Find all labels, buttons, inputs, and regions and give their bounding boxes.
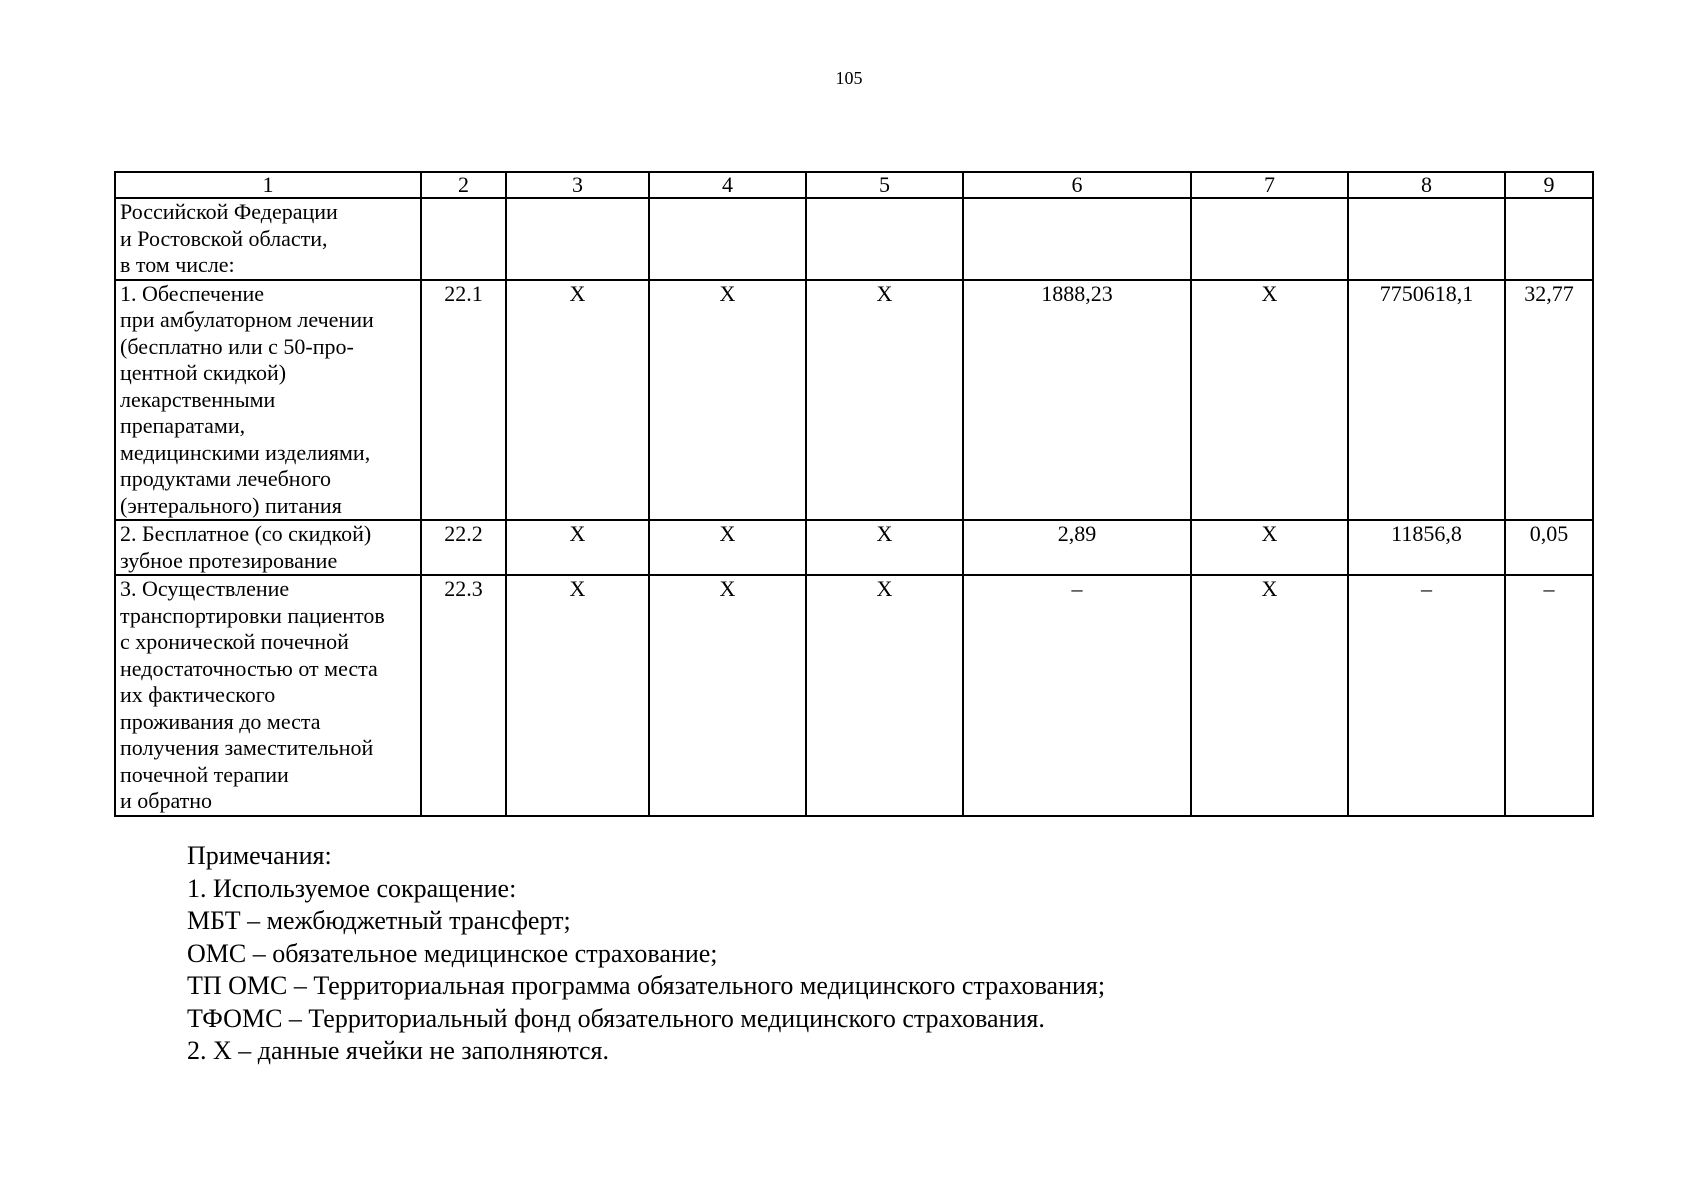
table-row xyxy=(115,198,1593,280)
table-cell xyxy=(1191,198,1348,280)
row-label: 3. Осуществление транспортировки пациентов с хронической почечной недостаточностью от места их фактического проживания до места получения заместительной почечной терапии и обратно xyxy=(115,575,421,816)
row-label: 1. Обеспечение при амбулаторном лечении (бесплатно или с 50-про- центной скидкой) лекарственными препаратами, медицинскими изделиями, продуктами лечебного (энтерального) питания xyxy=(115,280,421,521)
table-cell xyxy=(649,198,806,280)
note-line: ТФОМС – Территориальный фонд обязательного медицинского страхования. xyxy=(187,1003,1045,1033)
table-cell: 1888,23 xyxy=(963,280,1191,521)
row-code: 22.2 xyxy=(421,520,506,575)
table-row xyxy=(115,520,1593,575)
column-header: 4 xyxy=(649,172,806,198)
row-code xyxy=(421,198,506,280)
table-cell: Х xyxy=(1191,280,1348,521)
table-cell: Х xyxy=(1191,520,1348,575)
notes-section xyxy=(187,840,1567,1068)
data-table xyxy=(114,171,1594,817)
table-cell: 32,77 xyxy=(1505,280,1593,521)
note-line: ТП ОМС – Территориальная программа обязательного медицинского страхования; xyxy=(187,971,1106,1000)
table-cell: Х xyxy=(649,575,806,816)
table-row xyxy=(115,280,1593,521)
table-cell: 11856,8 xyxy=(1348,520,1505,575)
table-cell xyxy=(963,198,1191,280)
table-cell: Х xyxy=(506,280,649,521)
table-cell: Х xyxy=(806,575,963,816)
table-cell: Х xyxy=(506,520,649,575)
table-cell: Х xyxy=(1191,575,1348,816)
table-cell: Х xyxy=(506,575,649,816)
table-cell: Х xyxy=(806,520,963,575)
column-header: 5 xyxy=(806,172,963,198)
column-header: 7 xyxy=(1191,172,1348,198)
table-cell: 7750618,1 xyxy=(1348,280,1505,521)
row-label: 2. Бесплатное (со скидкой) зубное протезирование xyxy=(115,520,421,575)
table-cell: – xyxy=(1348,575,1505,816)
page-number: 105 xyxy=(835,68,863,88)
table-cell: 2,89 xyxy=(963,520,1191,575)
table-cell xyxy=(1348,198,1505,280)
column-header: 6 xyxy=(963,172,1191,198)
row-code: 22.1 xyxy=(421,280,506,521)
column-header: 9 xyxy=(1505,172,1593,198)
table-cell: Х xyxy=(649,280,806,521)
table-cell: Х xyxy=(649,520,806,575)
column-header: 1 xyxy=(115,172,421,198)
table-cell: – xyxy=(1505,575,1593,816)
table-row xyxy=(115,575,1593,816)
note-line: 2. Х – данные ячейки не заполняются. xyxy=(187,1036,610,1065)
table-cell: 0,05 xyxy=(1505,520,1593,575)
note-line: МБТ – межбюджетный трансферт; xyxy=(187,906,571,935)
table-cell: Х xyxy=(806,280,963,521)
row-code: 22.3 xyxy=(421,575,506,816)
table-cell xyxy=(1505,198,1593,280)
note-line: 1. Используемое сокращение: xyxy=(187,873,517,903)
table-cell xyxy=(506,198,649,280)
column-header: 8 xyxy=(1348,172,1505,198)
row-label: Российской Федерации и Ростовской области, в том числе: xyxy=(115,198,421,280)
table-cell: – xyxy=(963,575,1191,816)
notes-title: Примечания: xyxy=(187,841,332,870)
column-header: 2 xyxy=(421,172,506,198)
table-header-row xyxy=(115,172,1593,198)
column-header: 3 xyxy=(506,172,649,198)
table-cell xyxy=(806,198,963,280)
note-line: ОМС – обязательное медицинское страхование; xyxy=(187,938,718,968)
